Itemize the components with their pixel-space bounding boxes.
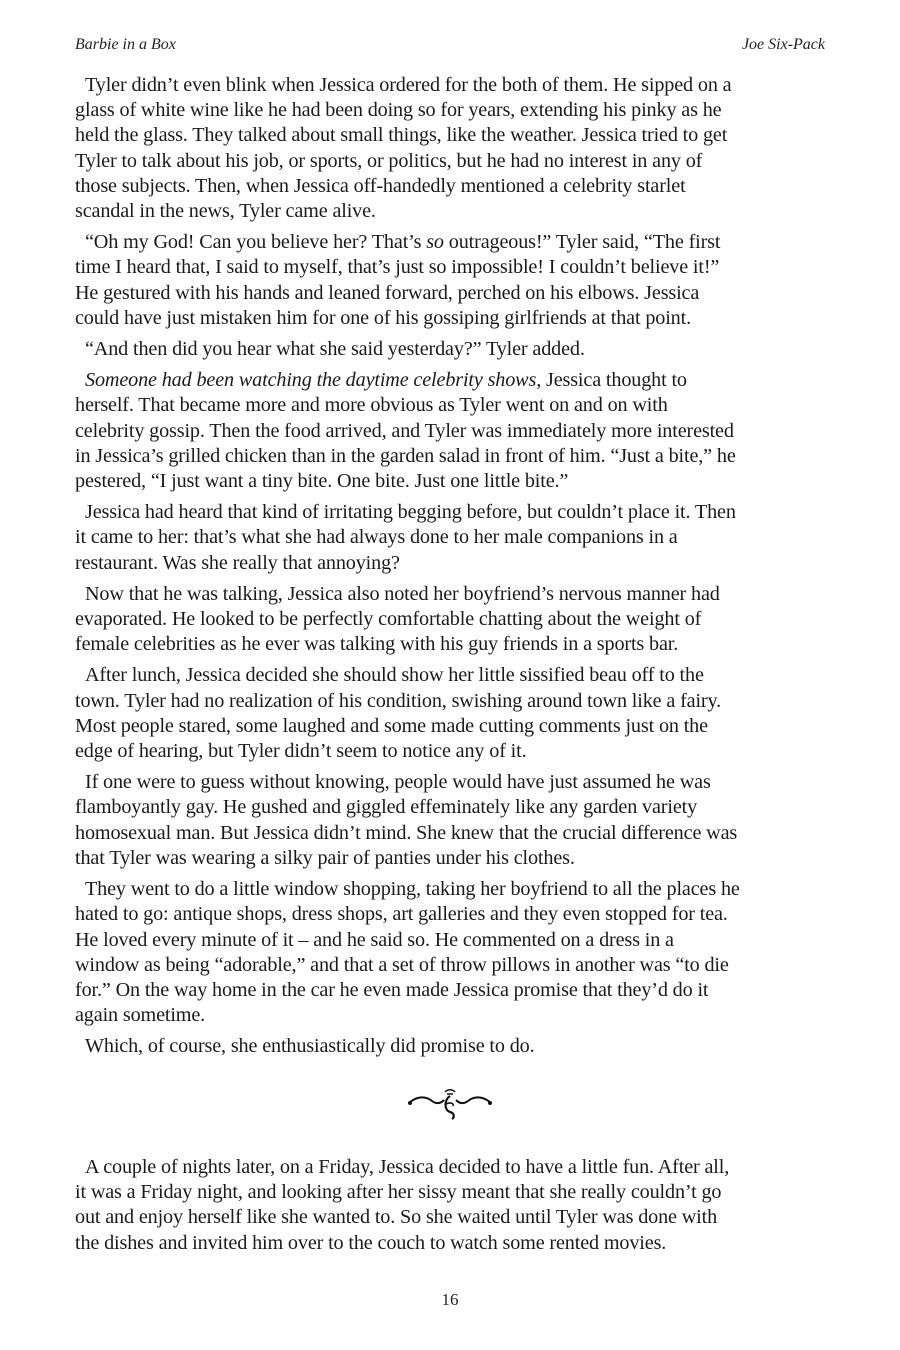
text-line: that Tyler was wearing a silky pair of panties under his clothes.	[75, 846, 575, 869]
text-line: time I heard that, I said to myself, that’s just so impossible! I couldn’t believe it!”	[75, 256, 720, 279]
text-line: Tyler didn’t even blink when Jessica ordered for the both of them. He sipped on a	[85, 74, 732, 96]
text-line: those subjects. Then, when Jessica off-handedly mentioned a celebrity starlet	[75, 174, 686, 197]
text-line: held the glass. They talked about small things, like the weather. Jessica tried to get	[75, 124, 728, 147]
text-line: evaporated. He looked to be perfectly comfortable chatting about the weight of	[75, 608, 702, 631]
text-line: the dishes and invited him over to the couch to watch some rented movies.	[75, 1231, 667, 1254]
paragraph	[75, 73, 835, 224]
paragraph	[75, 1155, 835, 1256]
text-line: window as being “adorable,” and that a set of throw pillows in another was “to die	[75, 953, 729, 976]
text-line: scandal in the news, Tyler came alive.	[75, 200, 376, 223]
fleuron-ornament-icon	[400, 1086, 500, 1122]
body-text	[75, 73, 835, 1066]
text-line: If one were to guess without knowing, people would have just assumed he was	[85, 771, 711, 794]
text-line: could have just mistaken him for one of his gossiping girlfriends at that point.	[75, 306, 691, 329]
text-line: for.” On the way home in the car he even made Jessica promise that they’d do it	[75, 978, 709, 1001]
paragraph	[75, 230, 835, 331]
text-line: homosexual man. But Jessica didn’t mind. She knew that the crucial difference was	[75, 821, 738, 844]
text-line: “And then did you hear what she said yesterday?” Tyler added.	[85, 338, 585, 361]
text-line: Most people stared, some laughed and some made cutting comments just on the	[75, 714, 708, 737]
text-line: After lunch, Jessica decided she should show her little sissified beau off to the	[85, 664, 704, 687]
paragraph	[75, 337, 835, 362]
text-line: town. Tyler had no realization of his condition, swishing around town like a fairy.	[75, 689, 722, 712]
text-line: They went to do a little window shopping, taking her boyfriend to all the places he	[85, 878, 740, 901]
paragraph	[75, 663, 835, 764]
paragraph	[75, 368, 835, 494]
text-line: flamboyantly gay. He gushed and giggled effeminately like any garden variety	[75, 796, 698, 819]
text-line: Now that he was talking, Jessica also noted her boyfriend’s nervous manner had	[85, 582, 720, 605]
text-line: herself. That became more and more obvious as Tyler went on and on with	[75, 394, 668, 417]
text-line: edge of hearing, but Tyler didn’t seem to notice any of it.	[75, 740, 527, 763]
book-title: Barbie in a Box	[75, 36, 176, 53]
text-line: “Oh my God! Can you believe her? That’s so outrageous!” Tyler said, “The first	[85, 231, 721, 254]
page-number: 16	[441, 1290, 459, 1309]
text-line: out and enjoy herself like she wanted to. So she waited until Tyler was done with	[75, 1206, 718, 1229]
text-line: pestered, “I just want a tiny bite. One bite. Just one little bite.”	[75, 470, 569, 493]
running-head	[75, 36, 825, 58]
italic-emphasis: so	[426, 231, 444, 254]
paragraph	[75, 877, 835, 1028]
text-line: Tyler to talk about his job, or sports, or politics, but he had no interest in any of	[75, 149, 703, 172]
italic-emphasis: Someone had been watching the daytime celebrity shows,	[85, 369, 542, 392]
text-line: it came to her: that’s what she had always done to her male companions in a	[75, 526, 678, 549]
author-name: Joe Six-Pack	[741, 36, 825, 53]
text-line: restaurant. Was she really that annoying?	[75, 551, 400, 574]
text-line: He gestured with his hands and leaned forward, perched on his elbows. Jessica	[75, 281, 700, 304]
text-line: celebrity gossip. Then the food arrived, and Tyler was immediately more interested	[75, 419, 734, 442]
paragraph	[75, 770, 835, 871]
text-line: hated to go: antique shops, dress shops, art galleries and they even stopped for tea.	[75, 903, 728, 926]
text-line: Jessica had heard that kind of irritating begging before, but couldn’t place it. Then	[85, 501, 736, 524]
text-line: glass of white wine like he had been doing so for years, extending his pinky as he	[75, 99, 722, 122]
text-line: Which, of course, she enthusiastically did promise to do.	[85, 1035, 535, 1058]
text-line: it was a Friday night, and looking after her sissy meant that she really couldn’t go	[75, 1181, 722, 1204]
text-line: A couple of nights later, on a Friday, Jessica decided to have a little fun. After all,	[85, 1156, 730, 1178]
body-text-after-break	[75, 1155, 835, 1262]
paragraph	[75, 582, 835, 658]
text-line: He loved every minute of it – and he said so. He commented on a dress in a	[75, 928, 674, 951]
paragraph	[75, 1034, 835, 1059]
text-line: Someone had been watching the daytime celebrity shows, Jessica thought to	[85, 369, 687, 392]
text-line: again sometime.	[75, 1004, 206, 1027]
text-line: in Jessica’s grilled chicken than in the garden salad in front of him. “Just a bite,” he	[75, 444, 736, 467]
paragraph	[75, 500, 835, 576]
text-line: female celebrities as he ever was talking with his guy friends in a sports bar.	[75, 633, 679, 656]
